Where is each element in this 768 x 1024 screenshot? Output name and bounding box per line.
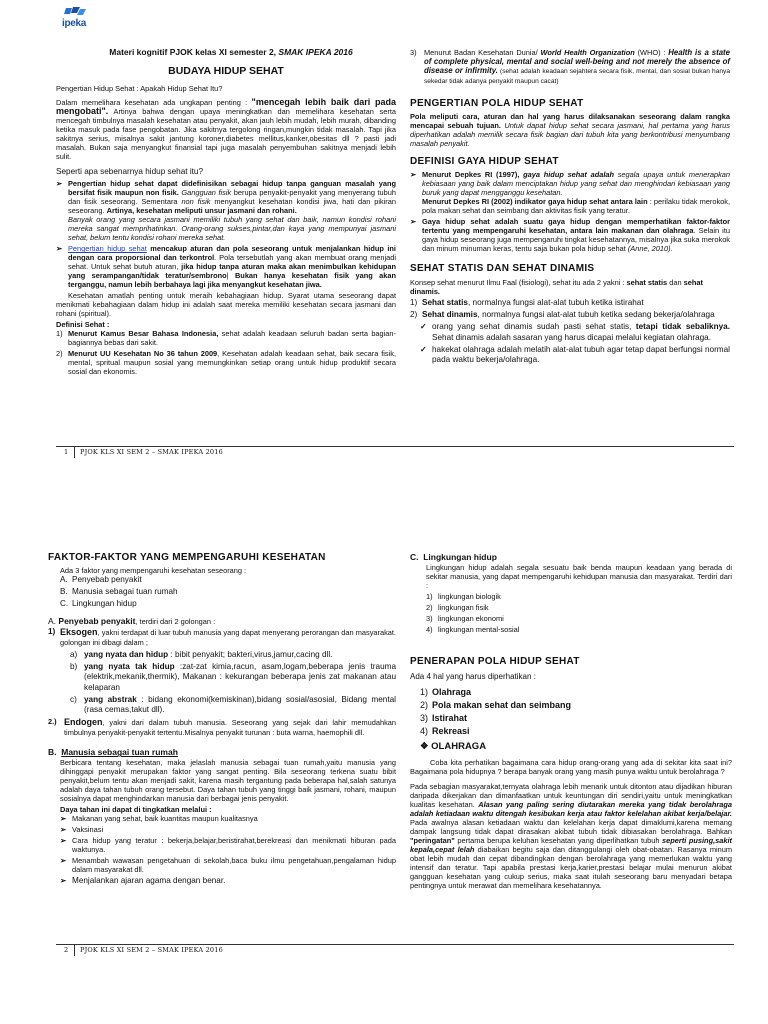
check-icon: ✓ — [420, 344, 427, 354]
pola-hidup-heading: PENGERTIAN POLA HIDUP SEHAT — [410, 98, 584, 109]
arrow-bullet-icon: ➢ — [60, 825, 67, 835]
list-item: B. Manusia sebagai tuan rumah — [60, 587, 178, 597]
list-item: ➢ Cara hidup yang teratur : bekerja,belajar,beristirahat,berekreasi dan menikmati hiburan pada waktunya. — [60, 836, 396, 855]
list-item: 1) Olahraga — [420, 687, 472, 697]
definition-1: 1) Menurut Kamus Besar Bahasa Indonesia, sehat adalah keadaan seluruh badan serta bagian-bagiannya bebas dari sakit. — [56, 329, 396, 348]
list-item: 3) lingkungan ekonomi — [426, 614, 504, 623]
eksogen-sub-c: c) yang abstrak : bidang ekonomi(kemiskinan),bidang sosial/asosial, Bidang mental (rasa cemas,takut dll). — [70, 694, 396, 715]
manusia-heading: B. Manusia sebagai tuan rumah — [48, 747, 178, 758]
check-list — [410, 322, 730, 365]
eksogen-sub-a: a) yang nyata dan hidup : bibit penyakit; bakteri,virus,jamur,cacing dll. — [70, 650, 333, 660]
definition-3: 3) Menurut Badan Kesehatan Dunia/ World Health Organization (WHO) : Health is a state of complete physical, mental and social well-being and not merely the absence of disease or infirmity. (sehat adalah keadaan sejahtera secara fisik, mental, dan sosial bukan hanya sekedar tidak adanya penyakit maupun cacat) — [410, 48, 730, 85]
lingkungan-paragraph: Lingkungan hidup adalah segala sesuatu baik benda maupun keadaan yang berada di sekitar manusia, yang dapat mempengaruhi kehidupan manusia dan masyarakat. Terdiri dari : — [426, 563, 732, 590]
gaya-hidup-list — [410, 170, 730, 253]
lingkungan-heading: C. Lingkungan hidup — [410, 552, 497, 562]
arrow-bullet-icon: ➢ — [56, 244, 63, 254]
definisi-heading: Definisi Sehat : — [56, 320, 110, 330]
page1-right-column — [410, 48, 730, 367]
page2-footer-text: PJOK KLS XI SEM 2 – SMAK IPEKA 2016 — [80, 946, 223, 954]
penyebab-heading: A. Penyebab penyakit, terdiri dari 2 golongan : — [48, 615, 216, 626]
ipeka-logo — [56, 6, 96, 32]
arrow-bullet-icon: ➢ — [410, 170, 417, 179]
faktor-intro: Ada 3 faktor yang mempengaruhi kesehatan seseorang : — [60, 566, 247, 575]
list-item: A. Penyebab penyakit — [60, 575, 142, 584]
statis-item-1: 1) Sehat statis, normalnya fungsi alat-alat tubuh ketika istirahat — [410, 298, 644, 307]
list-item: ➢ Makanan yang sehat, baik kuantitas maupun kualitasnya — [60, 814, 258, 824]
happiness-paragraph: Kesehatan amatlah penting untuk meraih kebahagiaan hidup. Syarat utama seseorang dapat menikmati kebahagiaan dalam hidup ini adalah saat mereka memiliki kesehatan secara jasmani dan rohani (spiritual). — [56, 291, 396, 319]
list-item: ✓ hakekat olahraga adalah melatih alat-alat tubuh agar tetap dapat berfungsi normal pada waktu bekerja/olahraga. — [420, 344, 730, 365]
list-item: 3) Istirahat — [420, 713, 468, 723]
page1-left-column — [56, 48, 396, 378]
endogen-item: 2.) Endogen, yakni dari dalam tubuh manusia. Seseorang yang sejak dari lahir memudahkan timbulnya penyakit-penyakit tertentu.Misalnya penyakit turunan : buta warna, haemophili dll. — [48, 717, 396, 738]
diamond-bullet-icon: ❖ — [420, 741, 429, 752]
page-title: BUDAYA HIDUP SEHAT — [168, 65, 284, 77]
list-item: ➢ Gaya hidup sehat adalah suatu gaya hidup dengan memperhatikan faktor-faktor tertentu yang mempengaruhi kesehatan, antara lain makanan dan olahraga. Selain itu gaya hidup seseorang juga mempengaruhi tingkat kesehatannya, misalnya jika suka merokok dan minum minuman keras, tentu saja bukan pola hidup sehat (Anne, 2010). — [410, 217, 730, 253]
list-item: ➢ Pengertian hidup sehat dapat didefinisikan sebagai hidup tanpa ganguan masalah yang bersifat fisik maupun non fisik. Gangguan fisik berupa penyakit-penyakit yang menyerang tubuh dan fisik seseorang. Sementara non fisik menyangkut kesehatan kondisi jiwa, hati dan pikiran seseorang. Artinya, kesehatan meliputi unsur jasmani dan rohani. Banyak orang yang secara jasmani memiliki tubuh yang sehat dan baik, namun kondisi rohani mereka sangat memprihatinkan. Orang-orang sukses,pintar,dan kaya yang mempunyai jasmani sehat, belum tentu kondisi rohani mereka sehat. — [56, 179, 397, 243]
olahraga-heading: ❖ OLAHRAGA — [420, 741, 487, 752]
hidup-sehat-list — [56, 179, 396, 289]
faktor-heading: FAKTOR-FAKTOR YANG MEMPENGARUHI KESEHATAN — [48, 552, 326, 563]
gaya-hidup-heading: DEFINISI GAYA HIDUP SEHAT — [410, 156, 559, 167]
page1-footer-rule — [56, 446, 734, 447]
page2-left-column — [48, 552, 396, 887]
list-item: ✓ orang yang sehat dinamis sudah pasti sehat statis, tetapi tidak sebaliknya. Sehat dinamis adalah sasaran yang harus dicapai melalui kegiatan olahraga. — [420, 322, 730, 342]
list-item: 2) lingkungan fisik — [426, 603, 489, 612]
list-item: ➢ Menjalankan ajaran agama dengan benar. — [60, 876, 226, 886]
list-item: 4) lingkungan mental-sosial — [426, 625, 520, 634]
list-item: ➢ Menambah wawasan pengetahuan di sekolah,baca buku ilmu pengetahuan,pengalaman hidup dalam masyarakat dll. — [60, 856, 396, 875]
page2-footer-number: 2 — [64, 946, 69, 954]
list-item: ➢ Menurut Depkes RI (1997), gaya hidup sehat adalah segala upaya untuk menerapkan kebiasaan yang baik dalam menciptakan hidup yang sehat dan menghindari kebiasaan yang buruk yang dapat mengganggu kesehatan. Menurut Depkes RI (2002) indikator gaya hidup sehat antara lain : perilaku tidak merokok, pola makan sehat dan seimbang dan aktivitas fisik yang teratur. — [410, 170, 731, 215]
daya-tahan-heading: Daya tahan ini dapat di tingkatkan melalui : — [60, 805, 212, 815]
page2-footer-divider — [74, 944, 75, 956]
eksogen-sub-b: b) yang nyata tak hidup :zat-zat kimia,racun, asam,logam,beberapa jenis trauma (elektrik,mekanik,thermik), Makanan : kekurangan beberapa jenis zat makanan atau kelaparan — [70, 662, 396, 692]
check-icon: ✓ — [420, 322, 427, 332]
penerapan-intro: Ada 4 hal yang harus diperhatikan : — [410, 672, 536, 681]
definition-2: 2) Menurut UU Kesehatan No 36 tahun 2009, Kesehatan adalah keadaan sehat, baik secara fisik, mental, spritual maupun sosial yang memungkinkan setiap orang untuk hidup produktif secara sosial dan ekonomis. — [56, 349, 396, 377]
subject-line: Materi kognitif PJOK kelas XI semester 2, SMAK IPEKA 2016 — [109, 47, 353, 57]
page1-footer-text: PJOK KLS XI SEM 2 – SMAK IPEKA 2016 — [80, 448, 223, 456]
question-1: Pengertian Hidup Sehat : Apakah Hidup Sehat Itu? — [56, 84, 223, 93]
arrow-bullet-icon: ➢ — [60, 856, 67, 866]
statis-intro: Konsep sehat menurut Ilmu Faal (fisiologi), sehat itu ada 2 yakni : sehat statis dan sehat dinamis. — [410, 278, 703, 296]
page2-footer-rule — [56, 944, 734, 945]
lingkungan-list — [410, 592, 732, 634]
statis-item-2: 2) Sehat dinamis, normalnya fungsi alat-alat tubuh ketika sedang bekerja/olahraga — [410, 310, 715, 320]
pola-paragraph: Pola meliputi cara, aturan dan hal yang harus dilaksanakan seseorang dalam rangka mencapai sebuah tujuan. Untuk dapat hidup sehat secara jasmani, hal pertama yang harus diperhatikan adalah memilik secara fisik bagian dari tubuh kita yang berkontribusi menyumbang masalah penyakit. — [410, 112, 730, 148]
page2-right-column — [410, 552, 732, 892]
list-item: C. Lingkungan hidup — [60, 599, 137, 609]
intro-paragraph: Dalam memelihara kesehatan ada ungkapan penting : "mencegah lebih baik dari pada mengobati". Artinya bahwa dengan upaya meningkatkan dan memelihara kesehatan serta mencegah timbulnya masalah kesehatan atau penyakit, akan jauh lebih mudah, lebih murah, dibanding ketika masuk pada fase pengobatan. Jika sakitnya tergolong ringan,mungkin tidak masalah. Tapi jika sakitnya serius, misalnya sakit jantung koroner,diabetes mellitus,kanker,obesitas dll ? pasti jadi masalah. Bukan saja menyangkut finansial tapi juga masalah penyembuhan sakitnya menjadi lebih sulit. — [56, 97, 396, 161]
sehat-statis-heading: SEHAT STATIS DAN SEHAT DINAMIS — [410, 263, 595, 274]
list-item: ➢ Vaksinasi — [60, 825, 104, 835]
eksogen-item: 1) Eksogen, yakni terdapat di luar tubuh manusia yang dapat menyerang perorangan dan masyarakat. golongan ini dibagi dalam ; — [48, 626, 396, 647]
list-item: 1) lingkungan biologik — [426, 592, 501, 601]
faktor-list — [48, 575, 396, 610]
hidup-sehat-link[interactable]: Pengertian hidup sehat — [68, 244, 147, 254]
list-item: 2) Pola makan sehat dan seimbang — [420, 700, 572, 710]
logo-text: ipeka — [62, 18, 87, 29]
olahraga-paragraph-2: Pada sebagian masyarakat,ternyata olahraga lebih menarik untuk ditonton atau dijadikan hiburan daripada dikerjakan dan dimanfaatkan untuk keuntungan diri sendiri,yaitu untuk meningkatkan kualitas kesehatan. Alasan yang paling sering diutarakan mereka yang tidak berolahraga adalah ketiadaan waktu ditengah kesibukan kerja atau faktor kelelahan akibat kerja/belajar. Pada awalnya alasan ketiadaan waktu dan kelelahan kerja dapat dimaklumi,karena memang dampak langsung tidak dapat dirasakan akibat tubuh tidak dibiasakan berolahraga. Bahkan "peringatan" pertama berupa keluhan kesehatan yang diperlihatkan tubuh seperti pusing,sakit kepala,cepat lelah diabaikan begitu saja dan ditanggulangi oleh obat-obatan. Rasanya minum obat lebih mudah dan cepat dibandingkan dengan berolahraga yang memerlukan waktu yang intensif dan teratur. Tapi apabila prestasi kerja,karier,prestasi belajar mulai menurun akibat gangguan kesehatan yang cukup serius, maka saat itulah seseorang baru menyadari betapa pentingnya untuk merawat dan memelihara kesehatannya. — [410, 782, 733, 890]
daya-tahan-list — [48, 814, 396, 885]
page1-footer-number: 1 — [64, 448, 69, 456]
manusia-paragraph: Berbicara tentang kesehatan, maka jelaslah manusia sebagai tuan rumah,yaitu manusia yang dihinggapi penyakit merupakan faktor yang sangat penting. Bila seseorang terkena suatu bibit penyakit,belum tentu akan menjadi sakit, karena masih tergantung pada beberapa hal,salah satunya adalah daya tahan tubuh orang tersebut. Daya tahan tubuh yang tinggi baik jasmani, rohani, maupun sosialnya dapat menghindarkan manusia dari berbagai jenis penyakit. — [60, 758, 396, 804]
penerapan-list — [410, 687, 732, 737]
list-item: ➢ Pengertian hidup sehat mencakup aturan dan pola seseorang untuk menjalankan hidup ini dengan cara proporsional dan terkontrol. Pola tersebutlah yang akan membuat orang menjadi sehat. Untuk sehat butuh aturan, jika hidup tanpa aturan maka akan menimbulkan kehidupan yang serampangan/tidak teratur/sembrono| Bukan hanya kesehatan fisik yang akan terganggu, namun lebih berbahaya lagi jika menyangkut kesehatan jiwa. — [56, 244, 397, 290]
question-2: Seperti apa sebenarnya hidup sehat itu? — [56, 167, 204, 176]
page1-footer-divider — [74, 446, 75, 458]
arrow-bullet-icon: ➢ — [56, 179, 63, 189]
penerapan-heading: PENERAPAN POLA HIDUP SEHAT — [410, 656, 580, 667]
olahraga-paragraph-1: Coba kita perhatikan bagaimana cara hidup orang-orang yang ada di sekitar kita saat ini? Bagaimana pola hidupnya ? berapa banyak orang yang masih punya waktu untuk berolahraga ? — [410, 758, 732, 776]
arrow-bullet-icon: ➢ — [60, 876, 67, 886]
arrow-bullet-icon: ➢ — [60, 836, 67, 846]
arrow-bullet-icon: ➢ — [60, 814, 67, 824]
list-item: 4) Rekreasi — [420, 726, 470, 736]
arrow-bullet-icon: ➢ — [410, 217, 417, 226]
